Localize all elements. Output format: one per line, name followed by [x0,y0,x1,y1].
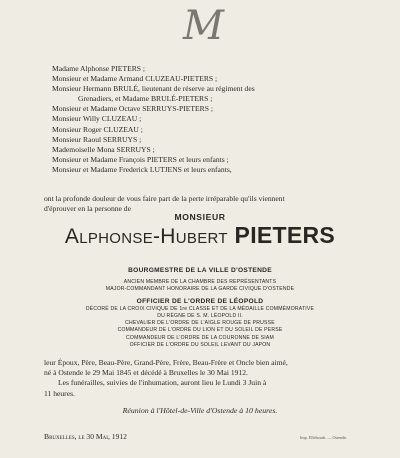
family-line: Monsieur et Madame Frederick LUTJENS et leurs enfants, [52,164,232,174]
place-and-date: Bruxelles, le 30 Mai, 1912 [44,432,127,441]
deceased-name [0,222,400,249]
closing-line: Les funérailles, suivies de l'inhumation, auront lieu le Lundi 3 Juin à [58,378,267,388]
title-order: OFFICIER DE L'ORDRE DE LÉOPOLD [136,298,264,306]
title-line: DU RÈGNE DE S. M. LÉOPOLD II. [157,313,243,320]
family-line: Grenadiers, et Madame BRULÉ-PIETERS ; [78,94,213,104]
printer-credit: Imp. Elleboudt. — Ostende. [300,435,348,440]
title-line: ANCIEN MEMBRE DE LA CHAMBRE DES REPRÉSENTANTS [123,279,277,285]
family-line: Monsieur Roger CLUZEAU ; [52,124,143,134]
family-line: Monsieur et Madame Armand CLUZEAU-PIETERS ; [52,74,218,84]
family-line: Monsieur Willy CLUZEAU ; [52,114,142,124]
closing-line: né à Ostende le 29 Mai 1845 et décédé à Bruxelles le 30 Mai 1912. [44,368,248,378]
closing-line: 11 heures. [44,388,75,398]
title-line: COMMANDEUR DE L'ORDRE DU LION ET DU SOLEIL DE PERSE [117,327,283,334]
decorative-initial: M [183,3,224,49]
title-line: COMMANDEUR DE L'ORDRE DE LA COURONNE DE SIAM [126,334,274,341]
closing-text [44,358,394,399]
gathering-note: Réunion à l'Hôtel-de-Ville d'Ostende à 10 heures. [122,406,278,415]
family-line: Monsieur Raoul SERRUYS ; [52,134,142,144]
title-line: DÉCORÉ DE LA CROIX CIVIQUE DE 1re CLASSE ET DE LA MÉDAILLE COMMÉMORATIVE [85,306,315,313]
family-line: Monsieur et Madame François PIETERS et leurs enfants ; [52,154,229,164]
closing-line: leur Époux, Père, Beau-Père, Grand-Père, Frère, Beau-Frère et Oncle bien aimé, [44,358,288,367]
deceased-first-names: Alphonse-Hubert [64,225,228,248]
announcement-line: d'éprouver en la personne de [44,204,131,214]
title-line: OFFICIER DE L'ORDRE DU SOLEIL LEVANT DU JAPON [129,341,271,348]
family-line: Madame Alphonse PIETERS ; [52,64,146,73]
deceased-surname: PIETERS [234,222,336,248]
family-line: Monsieur et Madame Octave SERRUYS-PIETERS ; [52,104,213,114]
announcement-line: ont la profonde douleur de vous faire part de la perte irréparable qu'ils viennent [44,194,285,203]
title-mayor: BOURGMESTRE DE LA VILLE D'OSTENDE [128,267,272,274]
family-line: Mademoiselle Mona SERRUYS ; [52,144,155,154]
family-list [52,64,392,175]
title-line: MAJOR-COMMANDANT HONORAIRE DE LA GARDE CIVIQUE D'OSTENDE [105,286,295,293]
honorific: MONSIEUR [174,212,226,222]
deceased-titles [0,266,400,349]
title-line: CHEVALIER DE L'ORDRE DE L'AIGLE ROUGE DE PRUSSE [125,320,275,327]
family-line: Monsieur Hermann BRULÉ, lieutenant de réserve au régiment des [52,84,255,94]
